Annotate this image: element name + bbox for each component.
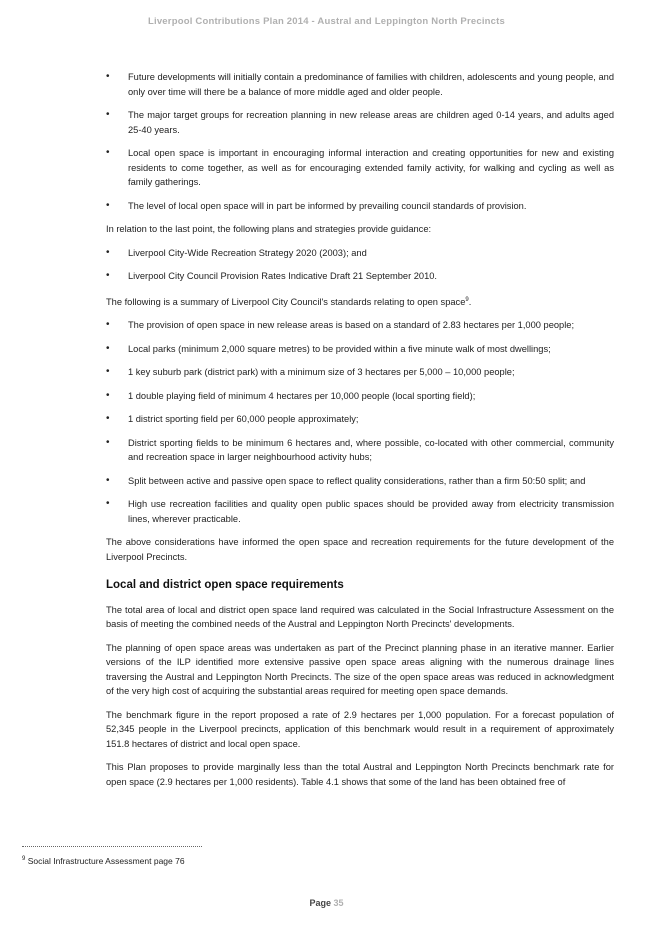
- list-item: • Liverpool City-Wide Recreation Strategy 2020 (2003); and: [106, 246, 614, 261]
- bullet-list-standards: [106, 318, 614, 526]
- list-item: • The level of local open space will in part be informed by prevailing council standards of provision.: [106, 199, 614, 214]
- bullet-list-strategies: [106, 246, 614, 284]
- paragraph-above: The above considerations have informed the open space and recreation requirements for the future development of the Liverpool Precincts.: [106, 537, 614, 562]
- document-body: [106, 70, 614, 798]
- list-item: • Liverpool City Council Provision Rates Indicative Draft 21 September 2010.: [106, 269, 614, 284]
- paragraph-summary: The following is a summary of Liverpool City Council's standards relating to open space$^9$.: [106, 296, 472, 307]
- paragraph-guidance: In relation to the last point, the following plans and strategies provide guidance:: [106, 224, 432, 234]
- footnote-text: Social Infrastructure Assessment page 76: [25, 856, 185, 866]
- list-item: • 1 district sporting field per 60,000 people approximately;: [106, 412, 614, 427]
- section-heading: Local and district open space requirements: [106, 579, 344, 592]
- footnote: [22, 856, 185, 866]
- paragraph-planning: The planning of open space areas was undertaken as part of the Precinct planning phase in an iterative manner. Earlier versions of the ILP identified more extensive passive open space areas aligning with the numerous drainage lines traversing the Austral and Leppington North Precincts. The size of the open space areas was reduced in acknowledgment of the very high cost of acquiring the substantial areas required for meeting open space demands.: [106, 642, 614, 697]
- list-item: • Local open space is important in encouraging informal interaction and creating opportunities for new and existing residents to come together, as well as for encouraging extended family activity, for walking and cycling as well as family gatherings.: [106, 146, 614, 190]
- list-item: • Future developments will initially contain a predominance of families with children, adolescents and young people, and only over time will there be a balance of more middle aged and older people.: [106, 70, 614, 99]
- bullet-list-demographics: [106, 70, 614, 213]
- footnote-reference: 9: [465, 296, 469, 303]
- list-item: • Local parks (minimum 2,000 square metres) to be provided within a five minute walk of most dwellings;: [106, 342, 614, 357]
- list-item: • High use recreation facilities and quality open public spaces should be provided away from electricity transmission lines, wherever practicable.: [106, 497, 614, 526]
- list-item: • 1 key suburb park (district park) with a minimum size of 3 hectares per 5,000 – 10,000 people;: [106, 365, 614, 380]
- paragraph-benchmark: The benchmark figure in the report proposed a rate of 2.9 hectares per 1,000 population. For a forecast population of 52,345 people in the Liverpool precincts, application of this benchmark would result in a requirement of approximately 151.8 hectares of district and local open space.: [106, 709, 614, 749]
- footnote-divider: [22, 846, 202, 847]
- list-item: • The major target groups for recreation planning in new release areas are children aged 0-14 years, and adults aged 25-40 years.: [106, 108, 614, 137]
- list-item: • The provision of open space in new release areas is based on a standard of 2.83 hectares per 1,000 people;: [106, 318, 614, 333]
- footnote-marker: 9: [22, 856, 26, 863]
- page-number: Page 35: [309, 898, 344, 908]
- list-item: • 1 double playing field of minimum 4 hectares per 10,000 people (local sporting field);: [106, 389, 614, 404]
- page-header: Liverpool Contributions Plan 2014 - Austral and Leppington North Precincts: [147, 16, 505, 27]
- list-item: • District sporting fields to be minimum 6 hectares and, where possible, co-located with other commercial, community and recreation space in larger neighbourhood activity hubs;: [106, 436, 614, 465]
- paragraph-total-area: The total area of local and district open space land required was calculated in the Social Infrastructure Assessment on the basis of meeting the combined needs of the Austral and Leppington North Precincts' developments.: [106, 604, 614, 630]
- paragraph-plan-proposal: This Plan proposes to provide marginally less than the total Austral and Leppington North Precincts benchmark rate for open space (2.9 hectares per 1,000 residents). Table 4.1 shows that some of the land has been obtained free of: [106, 762, 614, 787]
- list-item: • Split between active and passive open space to reflect quality considerations, rather than a firm 50:50 split; and: [106, 474, 614, 489]
